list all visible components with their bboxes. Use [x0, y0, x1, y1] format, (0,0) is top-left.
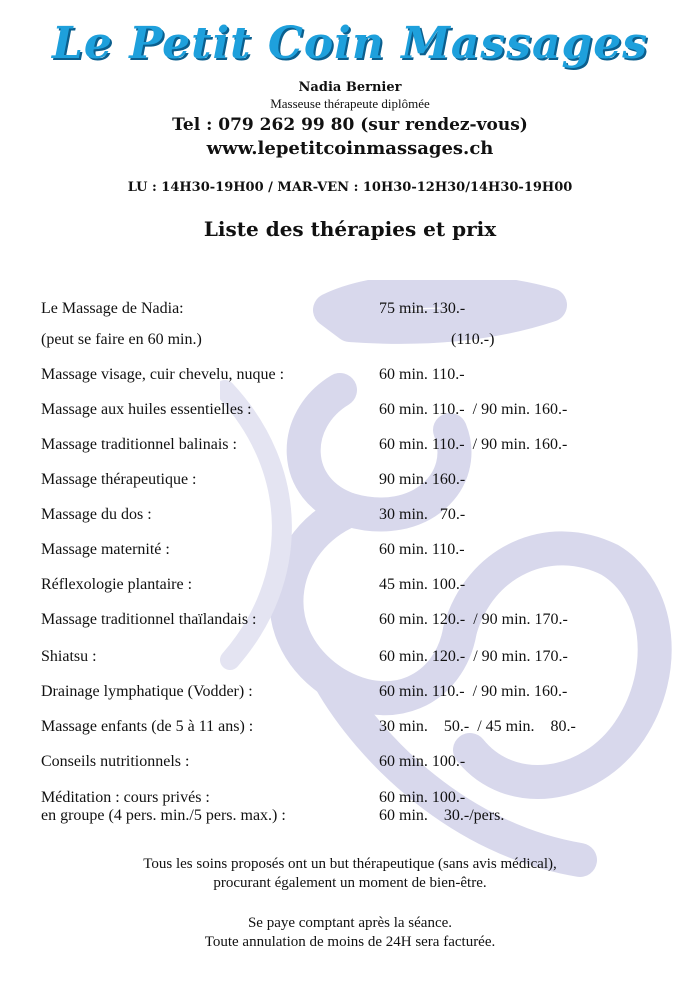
- therapy-price: 30 min. 50.- / 45 min. 80.-: [379, 718, 576, 735]
- therapy-price: 60 min. 110.- / 90 min. 160.-: [379, 683, 568, 700]
- footer-note-1: Tous les soins proposés ont un but thérapeutique (sans avis médical),: [143, 856, 557, 872]
- opening-hours: LU : 14H30-19H00 / MAR-VEN : 10H30-12H30/14H30-19H00: [127, 180, 573, 195]
- therapy-price: 90 min. 160.-: [379, 471, 466, 488]
- logo: Le Petit Coin Massages: [51, 18, 649, 69]
- therapy-label: Massage enfants (de 5 à 11 ans) :: [41, 718, 254, 735]
- therapy-price: (110.-): [379, 331, 495, 348]
- page-title: Liste des thérapies et prix: [203, 217, 497, 241]
- therapy-price: 30 min. 70.-: [379, 506, 466, 523]
- therapy-price: 60 min. 110.-: [379, 541, 465, 558]
- therapy-price: 60 min. 100.-: [379, 753, 466, 770]
- therapy-label: en groupe (4 pers. min./5 pers. max.) :: [41, 807, 286, 824]
- therapist-title: Masseuse thérapeute diplômée: [270, 96, 430, 111]
- therapy-label: Massage du dos :: [41, 506, 152, 523]
- therapy-price: 60 min. 120.- / 90 min. 170.-: [379, 648, 568, 665]
- therapy-label: Méditation : cours privés :: [41, 789, 210, 806]
- therapy-label: Drainage lymphatique (Vodder) :: [41, 683, 253, 700]
- website-link[interactable]: www.lepetitcoinmassages.ch: [206, 138, 494, 159]
- therapy-price: 60 min. 100.-: [379, 789, 466, 806]
- therapy-price: 60 min. 120.- / 90 min. 170.-: [379, 611, 568, 628]
- therapy-label: Massage aux huiles essentielles :: [41, 401, 252, 418]
- therapy-price: 60 min. 30.-/pers.: [379, 807, 505, 824]
- therapy-price: 60 min. 110.- / 90 min. 160.-: [379, 436, 568, 453]
- therapy-label: Massage traditionnel thaïlandais :: [41, 611, 257, 628]
- therapy-label: Shiatsu :: [41, 648, 97, 665]
- footer-note-2: procurant également un moment de bien-être.: [213, 875, 487, 891]
- therapy-label: Massage traditionnel balinais :: [41, 436, 237, 453]
- therapist-name: Nadia Bernier: [298, 80, 402, 95]
- therapy-label: Réflexologie plantaire :: [41, 576, 193, 593]
- footer-payment: Se paye comptant après la séance.: [247, 915, 453, 931]
- therapy-label: (peut se faire en 60 min.): [41, 331, 202, 348]
- therapy-label: Le Massage de Nadia:: [41, 300, 184, 317]
- therapy-label: Massage maternité :: [41, 541, 170, 558]
- footer-cancellation: Toute annulation de moins de 24H sera facturée.: [204, 934, 496, 950]
- phone-line: Tel : 079 262 99 80 (sur rendez-vous): [172, 115, 528, 135]
- therapy-label: Massage thérapeutique :: [41, 471, 197, 488]
- therapy-label: Conseils nutritionnels :: [41, 753, 190, 770]
- therapy-label: Massage visage, cuir chevelu, nuque :: [41, 366, 285, 383]
- therapy-price: 75 min. 130.-: [379, 300, 466, 317]
- therapy-price: 60 min. 110.-: [379, 366, 465, 383]
- therapy-price: 45 min. 100.-: [379, 576, 466, 593]
- therapy-price: 60 min. 110.- / 90 min. 160.-: [379, 401, 568, 418]
